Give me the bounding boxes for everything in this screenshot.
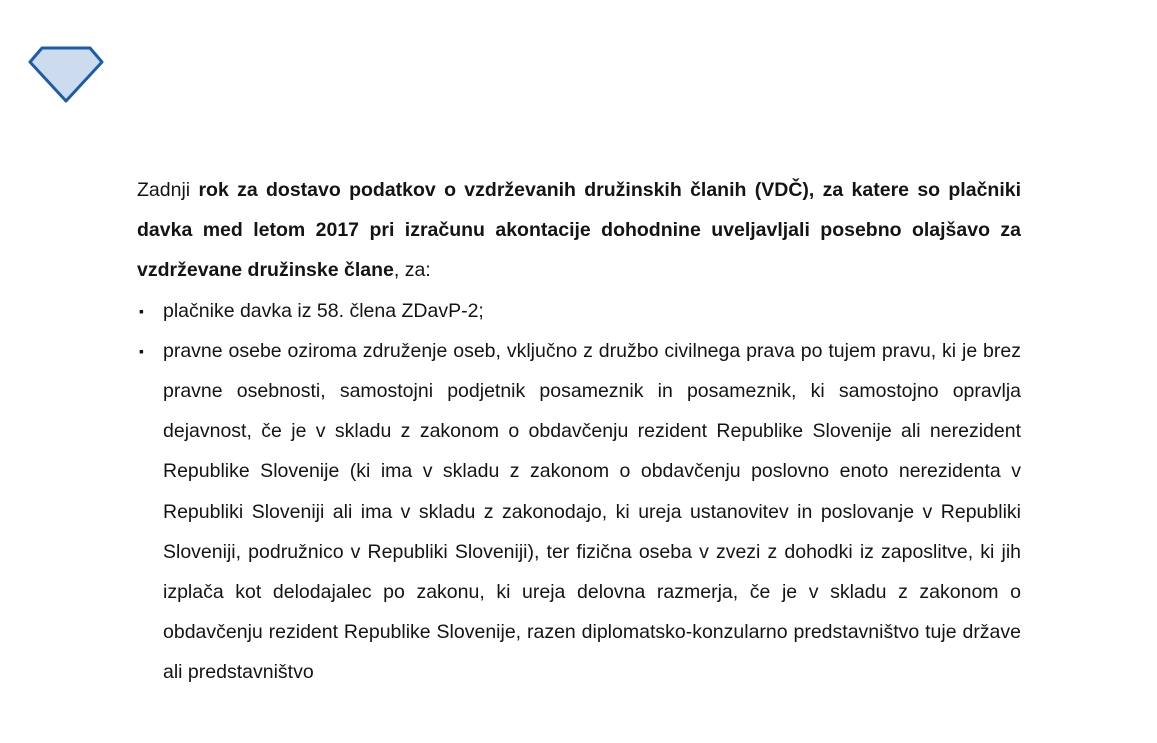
intro-text-regular-tail: , za: (393, 259, 431, 282)
list-item (137, 331, 1021, 693)
intro-text-bold: rok za dostavo podatkov o vzdrževanih družinskih članih (VDČ), za katere so plačniki davka med letom 2017 pri izračunu akontacije dohodnine uveljavljali posebno olajšavo za vzdrževane družinske člane (137, 179, 1022, 282)
document-body (137, 170, 1021, 693)
list-item-text: pravne osebe oziroma združenje oseb, vključno z družbo civilnega prava po tujem pravu, ki je brez pravne osebnosti, samostojni podjetnik posameznik in posameznik, ki samostojno opravlja dejavnost, če je v skladu z zakonom o obdavčenju rezident Republike Slovenije ali nerezident Republike Slovenije (ki ima v skladu z zakonom o obdavčenju poslovno enoto nerezidenta v Republiki Sloveniji ali ima v skladu z zakonodajo, ki ureja ustanovitev in poslovanje v Republiki Sloveniji, podružnico v Republiki Sloveniji), ter fizična oseba v zvezi z dohodki iz zaposlitve, ki jih izplača kot delodajalec po zakonu, ki ureja delovna razmerja, če je v skladu z zakonom o obdavčenju rezident Republike Slovenije, razen diplomatsko-konzularno predstavništvo tuje države ali predstavništvo (163, 339, 1021, 684)
intro-paragraph (137, 170, 1021, 291)
list-item (137, 291, 1021, 331)
sd-shield-icon (28, 46, 104, 103)
square-bullet-icon: ▪ (139, 302, 144, 319)
list-item-text: plačnike davka iz 58. člena ZDavP-2; (163, 299, 484, 322)
square-bullet-icon: ▪ (139, 342, 144, 359)
intro-text-regular: Zadnji (137, 179, 199, 201)
sd-shield-logo (28, 46, 104, 103)
bullet-list (137, 291, 1021, 693)
